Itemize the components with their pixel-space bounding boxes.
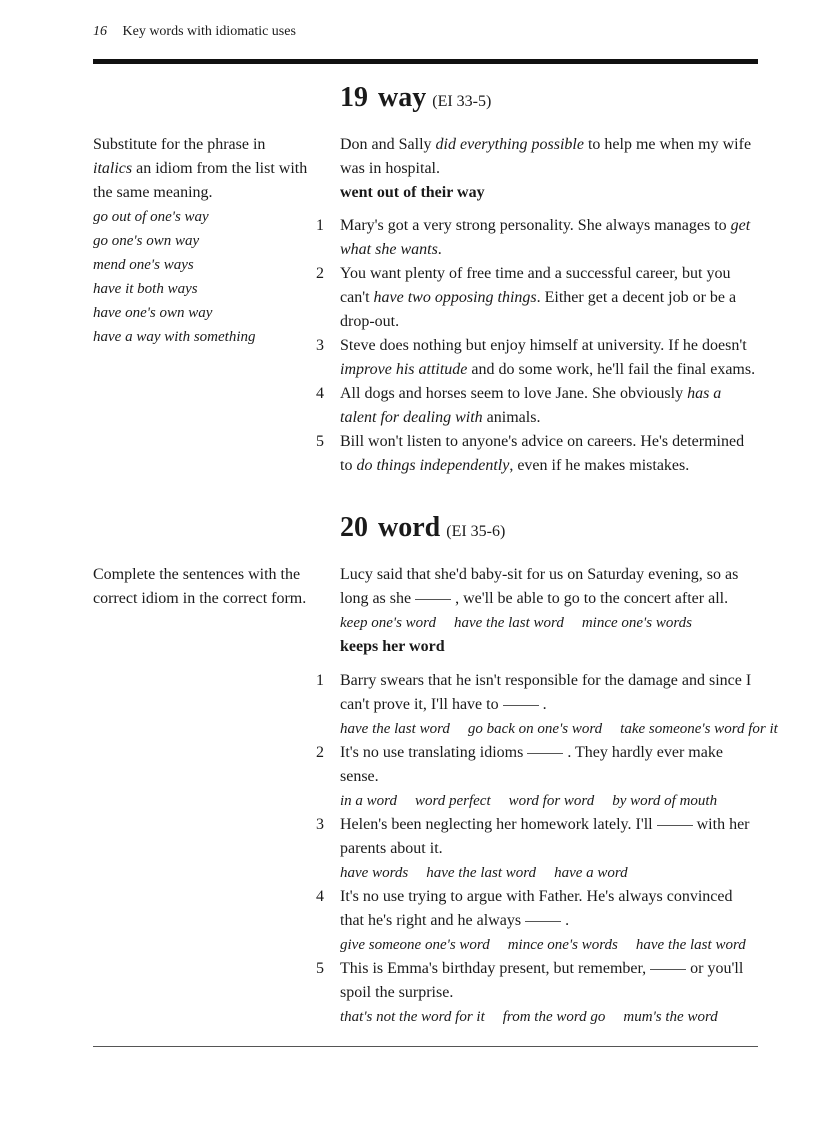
- idiom-list-item: have one's own way: [93, 305, 213, 321]
- idiom-options: [340, 717, 778, 741]
- idiom-options: [340, 1005, 760, 1029]
- answer-blank: [525, 920, 561, 922]
- idiom-list-item: have a way with something: [93, 329, 256, 345]
- idiom-option: mince one's words: [581, 615, 692, 631]
- exercise-item: 1 Barry swears that he isn't responsible for the damage and since I can't prove it, I'll have to . have the last word go back on one's word take someone's word for it: [312, 669, 760, 741]
- running-title: Key words with idiomatic uses: [122, 24, 296, 39]
- idiom-option: from the word go: [502, 1009, 606, 1025]
- exercise-item: 3 Steve does nothing but enjoy himself at university. If he doesn't improve his attitude and do some work, he'll fail the final exams.: [316, 337, 756, 378]
- idiom-option: have the last word: [453, 615, 564, 631]
- footer-rule: [93, 1046, 758, 1047]
- idiom-option: keep one's word: [340, 615, 436, 631]
- exercise-item: 1 Mary's got a very strong personality. She always manages to get what she wants.: [316, 217, 751, 258]
- exercise-item: 2 It's no use translating idioms . They hardly ever make sense. in a word word perfect word for word by word of mouth: [312, 741, 760, 813]
- idiom-option: that's not the word for it: [340, 1009, 485, 1025]
- section-20-example: Lucy said that she'd baby-sit for us on Saturday evening, so as long as she , we'll be able to go to the concert after all. keep one's word have the last word mince one's words keeps her word: [340, 563, 755, 659]
- idiom-option: go back on one's word: [467, 721, 603, 737]
- idiom-option: have the last word: [426, 865, 537, 881]
- header-rule: [93, 59, 758, 64]
- section-19-example: Don and Sally did everything possible to help me when my wife was in hospital. went out of their way: [340, 133, 755, 205]
- exercise-item: 2 You want plenty of free time and a successful career, but you can't have two opposing things. Either get a decent job or be a drop-out.: [316, 265, 737, 330]
- exercise-item: 4 All dogs and horses seem to love Jane. She obviously has a talent for dealing with animals.: [316, 385, 722, 426]
- exercise-item: 5 This is Emma's birthday present, but remember, or you'll spoil the surprise. that's not the word for it from the word go mum's the word: [312, 957, 760, 1029]
- idiom-option: word perfect: [414, 793, 491, 809]
- idiom-option: have the last word: [635, 937, 746, 953]
- section-keyword: word: [378, 512, 441, 543]
- idiom-option: mum's the word: [623, 1009, 718, 1025]
- answer-blank: [657, 824, 693, 826]
- idiom-option: take someone's word for it: [620, 721, 778, 737]
- idiom-option: mince one's words: [507, 937, 618, 953]
- section-20-instruction: Complete the sentences with the correct idiom in the correct form.: [93, 566, 307, 607]
- idiom-options: [340, 789, 760, 813]
- idiom-list: [93, 205, 308, 349]
- idiom-option: give someone one's word: [340, 937, 490, 953]
- idiom-option: word for word: [508, 793, 595, 809]
- idiom-list-item: go out of one's way: [93, 209, 209, 225]
- exercise-item: 5 Bill won't listen to anyone's advice on careers. He's determined to do things independently, even if he makes mistakes.: [316, 433, 745, 474]
- idiom-list-item: mend one's ways: [93, 257, 194, 273]
- idiom-option: by word of mouth: [612, 793, 718, 809]
- section-reference: (EI 35-6): [446, 523, 506, 540]
- idiom-option: have words: [340, 865, 409, 881]
- example-answer: went out of their way: [340, 184, 485, 201]
- section-20-items: [312, 669, 778, 1029]
- idiom-options: [340, 611, 755, 635]
- idiom-list-item: have it both ways: [93, 281, 198, 297]
- idiom-options: [340, 933, 760, 957]
- section-19-title: [340, 82, 491, 114]
- exercise-item: 3 Helen's been neglecting her homework lately. I'll with her parents about it. have words have the last word have a word: [312, 813, 760, 885]
- idiom-list-item: go one's own way: [93, 233, 200, 249]
- idiom-option: have a word: [554, 865, 628, 881]
- answer-blank: [415, 598, 451, 600]
- section-number: 19: [340, 82, 368, 113]
- idiom-option: in a word: [340, 793, 397, 809]
- section-number: 20: [340, 512, 368, 543]
- page-number: 16: [93, 24, 107, 39]
- section-19-instruction: Substitute for the phrase in italics an idiom from the list with the same meaning.: [93, 136, 308, 201]
- section-20-title: [340, 512, 505, 544]
- answer-blank: [650, 968, 686, 970]
- example-answer: keeps her word: [340, 638, 445, 655]
- section-reference: (EI 33-5): [432, 93, 492, 110]
- answer-blank: [527, 752, 563, 754]
- answer-blank: [503, 704, 539, 706]
- section-19-items: [312, 214, 760, 478]
- section-keyword: way: [378, 82, 427, 113]
- idiom-options: [340, 861, 760, 885]
- idiom-option: have the last word: [340, 721, 450, 737]
- running-header: [93, 24, 296, 40]
- exercise-item: 4 It's no use trying to argue with Father. He's always convinced that he's right and he always . give someone one's word mince one's words have the last word: [312, 885, 760, 957]
